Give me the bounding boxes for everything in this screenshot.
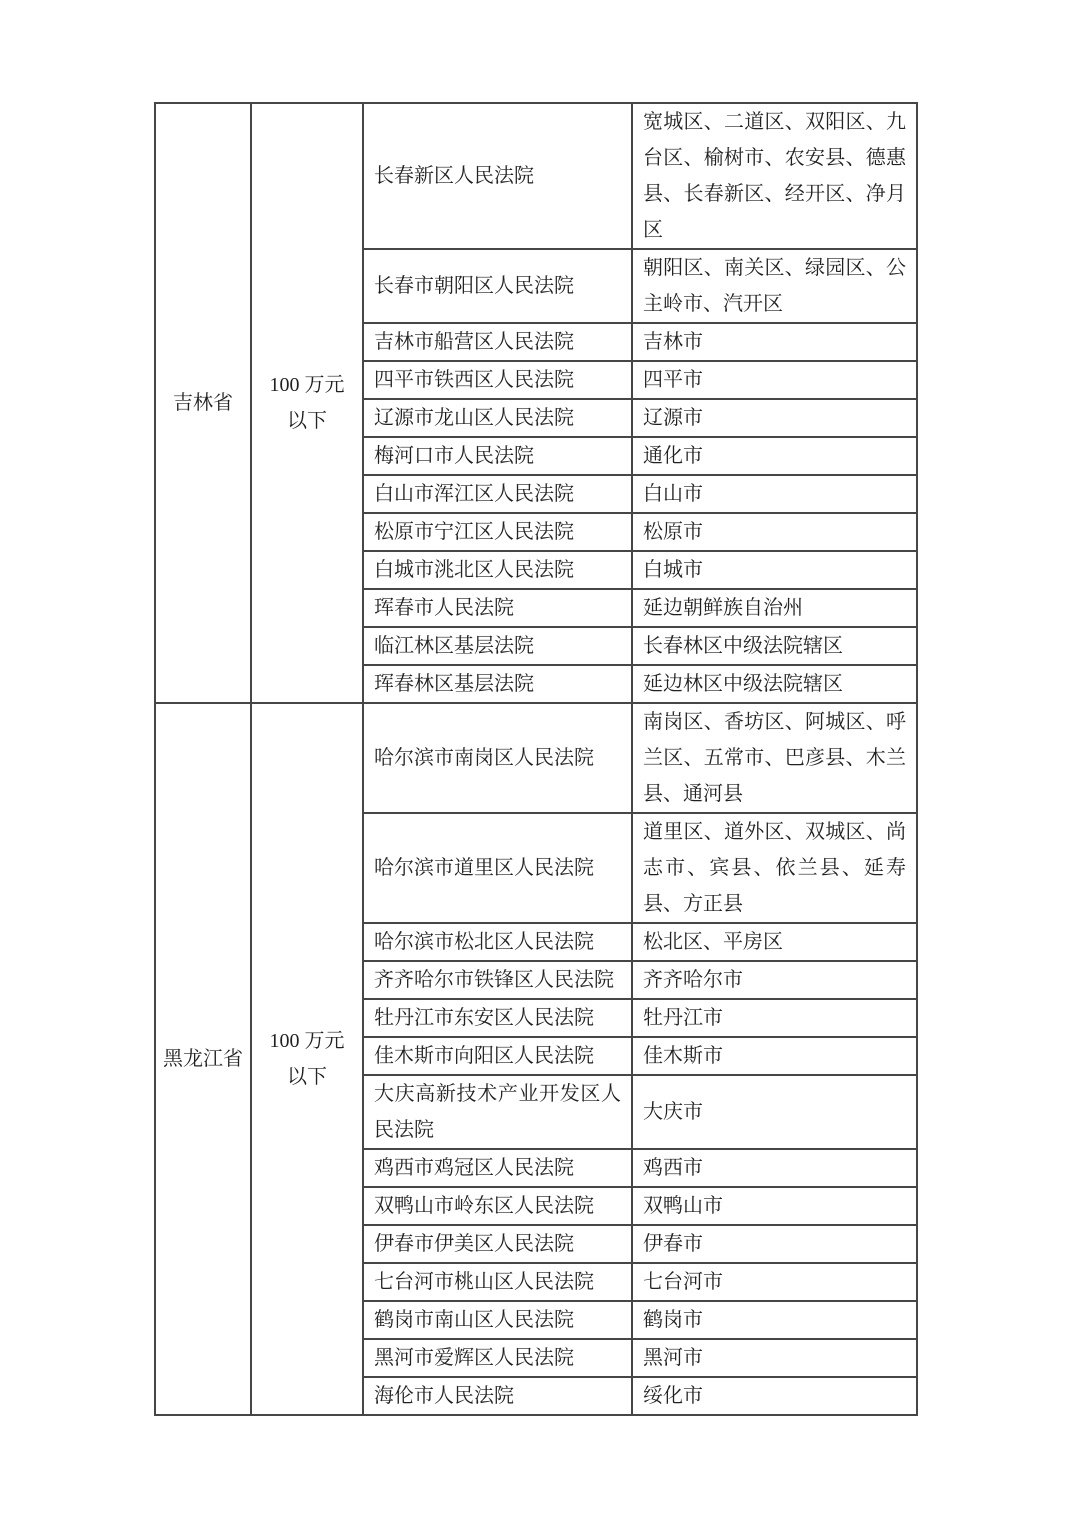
jurisdiction-cell: 通化市 xyxy=(632,437,917,475)
court-cell: 海伦市人民法院 xyxy=(363,1377,632,1415)
jurisdiction-cell: 黑河市 xyxy=(632,1339,917,1377)
jurisdiction-cell: 鹤岗市 xyxy=(632,1301,917,1339)
jurisdiction-cell: 延边林区中级法院辖区 xyxy=(632,665,917,703)
jurisdiction-cell: 大庆市 xyxy=(632,1075,917,1149)
court-cell: 白山市浑江区人民法院 xyxy=(363,475,632,513)
court-cell: 双鸭山市岭东区人民法院 xyxy=(363,1187,632,1225)
court-cell: 鹤岗市南山区人民法院 xyxy=(363,1301,632,1339)
court-cell: 白城市洮北区人民法院 xyxy=(363,551,632,589)
court-cell: 佳木斯市向阳区人民法院 xyxy=(363,1037,632,1075)
jurisdiction-cell: 道里区、道外区、双城区、尚志市、宾县、依兰县、延寿县、方正县 xyxy=(632,813,917,923)
court-cell: 大庆高新技术产业开发区人民法院 xyxy=(363,1075,632,1149)
jurisdiction-cell: 四平市 xyxy=(632,361,917,399)
jurisdiction-cell: 伊春市 xyxy=(632,1225,917,1263)
court-cell: 齐齐哈尔市铁锋区人民法院 xyxy=(363,961,632,999)
jurisdiction-cell: 辽源市 xyxy=(632,399,917,437)
court-cell: 临江林区基层法院 xyxy=(363,627,632,665)
amount-line: 100 万元 xyxy=(269,1030,345,1052)
court-cell: 吉林市船营区人民法院 xyxy=(363,323,632,361)
province-cell: 黑龙江省 xyxy=(155,703,251,1415)
jurisdiction-cell: 佳木斯市 xyxy=(632,1037,917,1075)
jurisdiction-cell: 鸡西市 xyxy=(632,1149,917,1187)
court-cell: 长春市朝阳区人民法院 xyxy=(363,249,632,323)
court-cell: 四平市铁西区人民法院 xyxy=(363,361,632,399)
court-cell: 珲春林区基层法院 xyxy=(363,665,632,703)
court-cell: 哈尔滨市南岗区人民法院 xyxy=(363,703,632,813)
court-cell: 梅河口市人民法院 xyxy=(363,437,632,475)
court-cell: 黑河市爱辉区人民法院 xyxy=(363,1339,632,1377)
province-cell: 吉林省 xyxy=(155,103,251,703)
jurisdiction-cell: 松原市 xyxy=(632,513,917,551)
amount-cell xyxy=(251,703,363,1415)
jurisdiction-cell: 绥化市 xyxy=(632,1377,917,1415)
court-cell: 哈尔滨市道里区人民法院 xyxy=(363,813,632,923)
jurisdiction-cell: 长春林区中级法院辖区 xyxy=(632,627,917,665)
table-row xyxy=(155,703,917,813)
court-cell: 鸡西市鸡冠区人民法院 xyxy=(363,1149,632,1187)
court-cell: 长春新区人民法院 xyxy=(363,103,632,249)
court-cell: 辽源市龙山区人民法院 xyxy=(363,399,632,437)
amount-line: 以下 xyxy=(287,410,327,432)
jurisdiction-cell: 齐齐哈尔市 xyxy=(632,961,917,999)
jurisdiction-cell: 牡丹江市 xyxy=(632,999,917,1037)
jurisdiction-cell: 吉林市 xyxy=(632,323,917,361)
amount-line: 100 万元 xyxy=(269,374,345,396)
amount-line: 以下 xyxy=(287,1066,327,1088)
table-row xyxy=(155,103,917,249)
court-cell: 伊春市伊美区人民法院 xyxy=(363,1225,632,1263)
court-cell: 哈尔滨市松北区人民法院 xyxy=(363,923,632,961)
jurisdiction-cell: 白城市 xyxy=(632,551,917,589)
jurisdiction-cell: 双鸭山市 xyxy=(632,1187,917,1225)
jurisdiction-table xyxy=(154,102,918,1416)
court-cell: 珲春市人民法院 xyxy=(363,589,632,627)
jurisdiction-cell: 延边朝鲜族自治州 xyxy=(632,589,917,627)
table-body xyxy=(155,103,917,1415)
jurisdiction-cell: 松北区、平房区 xyxy=(632,923,917,961)
jurisdiction-cell: 白山市 xyxy=(632,475,917,513)
court-cell: 七台河市桃山区人民法院 xyxy=(363,1263,632,1301)
jurisdiction-cell: 宽城区、二道区、双阳区、九台区、榆树市、农安县、德惠县、长春新区、经开区、净月区 xyxy=(632,103,917,249)
jurisdiction-cell: 七台河市 xyxy=(632,1263,917,1301)
court-cell: 松原市宁江区人民法院 xyxy=(363,513,632,551)
amount-cell xyxy=(251,103,363,703)
jurisdiction-cell: 朝阳区、南关区、绿园区、公主岭市、汽开区 xyxy=(632,249,917,323)
court-cell: 牡丹江市东安区人民法院 xyxy=(363,999,632,1037)
jurisdiction-cell: 南岗区、香坊区、阿城区、呼兰区、五常市、巴彦县、木兰县、通河县 xyxy=(632,703,917,813)
